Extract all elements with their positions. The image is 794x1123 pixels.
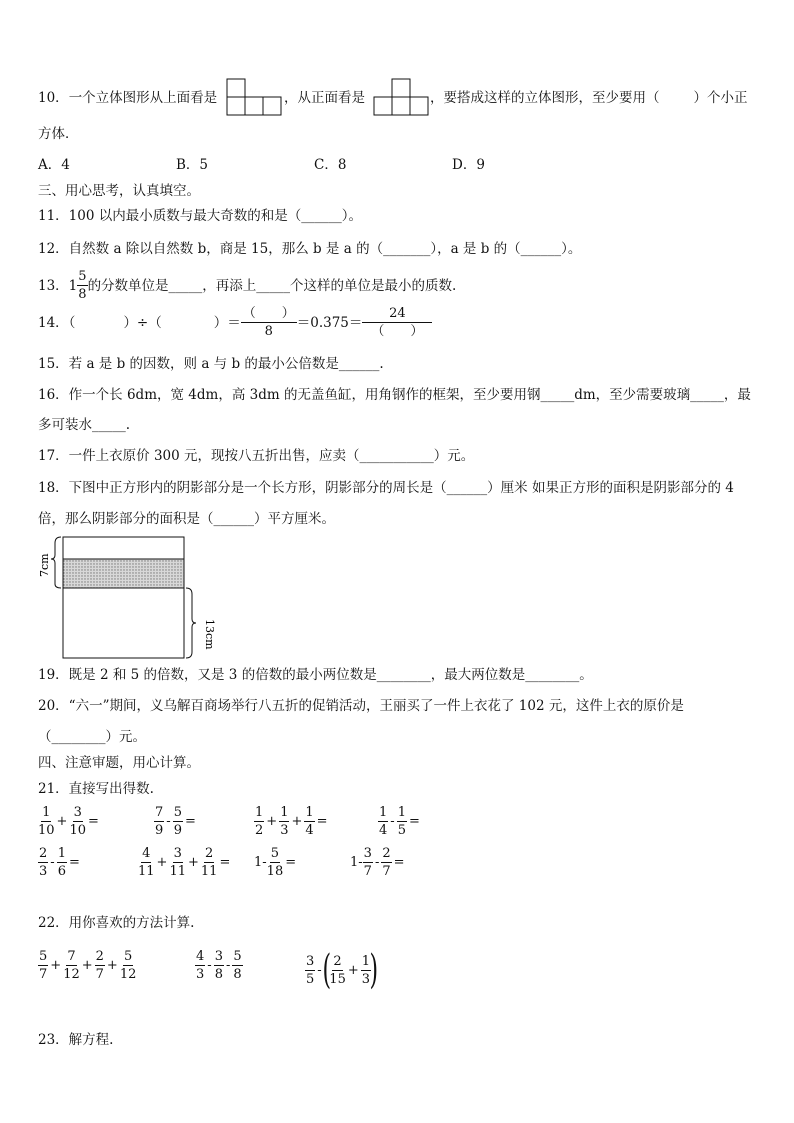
frac-num: 3 <box>363 846 372 861</box>
frac-den: 10 <box>69 823 86 838</box>
frac-den: 3 <box>196 967 205 982</box>
fraction <box>363 847 373 878</box>
q21-expr-1 <box>38 806 101 837</box>
operator: - <box>374 855 380 870</box>
q21-expr-7 <box>254 847 298 878</box>
frac-den: 12 <box>63 967 80 982</box>
q18-brace-13 <box>186 588 196 658</box>
fraction <box>169 847 186 878</box>
q21-expr-6 <box>138 847 232 878</box>
equals: = <box>88 814 99 829</box>
q14-num: 14．（ <box>38 314 76 331</box>
q14-div: ）÷（ <box>123 314 162 331</box>
frac-num: 3 <box>214 949 223 964</box>
q13-frac-den: 8 <box>78 287 87 302</box>
frac-num: 5 <box>39 949 48 964</box>
q14-fraction-1 <box>241 307 297 338</box>
frac-den: 3 <box>280 823 289 838</box>
q18-square <box>63 537 184 658</box>
fraction <box>173 806 183 837</box>
frac-num: 3 <box>73 805 82 820</box>
q10-num: 10． <box>38 90 69 106</box>
q14-mid: ＝0.375＝ <box>296 314 363 331</box>
operator: + <box>81 958 93 973</box>
frac-den: 7 <box>363 864 372 879</box>
q10-text-b: ，从正面看是 <box>284 90 365 106</box>
left-paren: ( <box>322 947 331 993</box>
fraction <box>304 806 314 837</box>
operator: - <box>207 958 212 973</box>
q10-line2: 方体． <box>38 126 79 142</box>
q16-line1: 16．作一个长 6dm，宽 4dm，高 3dm 的无盖鱼缸，用角钢作的框架，至少要用钢_____dm，至少需要玻璃_____，最 <box>38 387 751 403</box>
frac-num: 1 <box>280 805 289 820</box>
fraction <box>267 847 284 878</box>
frac-den: 3 <box>361 971 371 987</box>
frac-num: 2 <box>205 846 214 861</box>
frac-den: 18 <box>266 864 284 879</box>
q18-shaded-rect <box>63 559 184 588</box>
operator: - <box>317 962 322 978</box>
q21-expr-2 <box>154 806 198 837</box>
frac-num: 7 <box>67 949 76 964</box>
equals: = <box>184 814 196 829</box>
operator: - <box>225 958 231 973</box>
q10-option-c: C．8 <box>314 157 347 173</box>
q23-title: 23．解方程. <box>38 1032 114 1048</box>
q14-eq: ）＝ <box>213 314 241 331</box>
operator: - <box>166 814 171 829</box>
q10-option-d: D．9 <box>452 157 485 173</box>
frac-num: 1 <box>397 805 406 820</box>
frac-den: 2 <box>255 823 264 838</box>
equals: = <box>285 855 297 870</box>
fraction <box>378 806 388 837</box>
q22-title: 22．用你喜欢的方法计算. <box>38 915 195 931</box>
frac-den: 11 <box>169 864 186 879</box>
equals: = <box>219 855 231 870</box>
q14-f2-num: 24 <box>362 307 432 323</box>
operator: + <box>56 814 68 829</box>
frac-num: 1 <box>42 805 51 820</box>
q10-text-a: 一个立体图形从上面看是 <box>68 90 218 106</box>
frac-num: 2 <box>333 953 342 969</box>
frac-den: 3 <box>39 864 48 879</box>
q10-text-c-main: ，要搭成这样的立体图形，至少要用（ <box>430 90 660 106</box>
q20-line2: （________）元。 <box>38 729 146 745</box>
fraction <box>95 950 105 981</box>
fraction <box>63 950 80 981</box>
frac-den: 10 <box>38 823 55 838</box>
q12: 12．自然数 a 除以自然数 b，商是 15，那么 b 是 a 的（_______），a 是 b 的（______）。 <box>38 241 582 257</box>
fraction <box>329 955 346 986</box>
equals: = <box>393 855 405 870</box>
frac-den: 7 <box>95 967 104 982</box>
lead-term: 1- <box>254 855 267 870</box>
operator: + <box>266 814 278 829</box>
fraction <box>214 950 224 981</box>
frac-num: 1 <box>379 805 388 820</box>
frac-num: 3 <box>306 953 315 969</box>
q10-front-view-figure <box>373 78 429 116</box>
operator: - <box>390 814 395 829</box>
frac-num: 5 <box>123 949 133 964</box>
q19: 19．既是 2 和 5 的倍数，又是 3 的倍数的最小两位数是________，最大两位数是________。 <box>38 667 593 683</box>
frac-den: 4 <box>379 823 388 838</box>
frac-num: 5 <box>270 846 280 861</box>
q10-option-b: B．5 <box>176 157 209 173</box>
operator: + <box>106 958 118 973</box>
fraction <box>120 950 137 981</box>
frac-den: 4 <box>305 823 314 838</box>
q14 <box>38 307 432 338</box>
frac-den: 15 <box>329 971 346 987</box>
q18-line1: 18．下图中正方形内的阴影部分是一个长方形，阴影部分的周长是（______）厘米 如果正方形的面积是阴影部分的 4 <box>38 480 734 496</box>
frac-num: 2 <box>39 846 48 861</box>
q17: 17．一件上衣原价 300 元，现按八五折出售，应卖（___________）元。 <box>38 448 475 464</box>
q21-title: 21．直接写出得数. <box>38 781 154 797</box>
fraction <box>57 847 67 878</box>
q13 <box>38 270 456 301</box>
q21-expr-4 <box>378 806 422 837</box>
frac-den: 9 <box>173 823 182 838</box>
fraction <box>38 847 48 878</box>
frac-den: 5 <box>306 971 315 987</box>
operator: + <box>188 855 199 870</box>
frac-num: 1 <box>255 805 264 820</box>
fraction <box>154 806 164 837</box>
frac-den: 8 <box>233 967 242 982</box>
lead-term: 1- <box>350 855 363 870</box>
right-paren: ) <box>369 947 379 993</box>
frac-den: 6 <box>57 864 66 879</box>
section4-heading: 四、注意审题，用心计算。 <box>38 755 200 771</box>
frac-num: 1 <box>361 953 371 969</box>
frac-num: 4 <box>142 846 151 861</box>
q14-f1-num: （ ） <box>242 306 295 321</box>
q10-line1 <box>38 88 217 108</box>
frac-num: 1 <box>57 846 66 861</box>
q21-expr-3 <box>254 806 330 837</box>
frac-num: 7 <box>155 805 164 820</box>
frac-num: 5 <box>233 949 242 964</box>
q15: 15．若 a 是 b 的因数，则 a 与 b 的最小公倍数是______. <box>38 356 384 372</box>
equals: = <box>316 814 328 829</box>
q10-text-d: ）个小正 <box>693 90 748 106</box>
q18-line2: 倍，那么阴影部分的面积是（______）平方厘米。 <box>38 511 335 527</box>
q14-f2-den: （ ） <box>371 324 424 339</box>
frac-num: 3 <box>173 846 182 861</box>
fraction <box>69 806 86 837</box>
frac-num: 5 <box>173 805 182 820</box>
fraction <box>38 806 55 837</box>
q21-expr-8 <box>350 847 407 878</box>
q13-text: 的分数单位是_____，再添上_____个这样的单位是最小的质数. <box>87 277 457 294</box>
q22-expr-3 <box>305 947 379 993</box>
q22-expr-1 <box>38 950 136 981</box>
q10-option-a: A．4 <box>38 157 70 173</box>
fraction <box>305 955 315 986</box>
q10-top-view-figure <box>226 78 282 116</box>
q13-num: 13．1 <box>38 277 78 294</box>
q11: 11．100 以内最小质数与最大奇数的和是（______）。 <box>38 208 362 224</box>
fraction <box>279 806 289 837</box>
q16-line2: 多可装水_____. <box>38 417 131 433</box>
fraction <box>232 950 242 981</box>
q20-line1: 20．“六一”期间，义乌解百商场举行八五折的促销活动，王丽买了一件上衣花了 102 元，这件上衣的原价是 <box>38 698 684 714</box>
frac-num: 1 <box>305 805 314 820</box>
frac-den: 12 <box>119 967 137 982</box>
frac-den: 5 <box>397 823 406 838</box>
frac-num: 2 <box>95 949 104 964</box>
frac-den: 8 <box>214 967 223 982</box>
fraction <box>195 950 205 981</box>
fraction <box>254 806 264 837</box>
q18-square-figure <box>36 533 216 665</box>
operator: + <box>291 814 303 829</box>
operator: + <box>347 962 359 978</box>
q14-fraction-2 <box>362 307 432 338</box>
frac-den: 11 <box>200 864 218 879</box>
fraction <box>381 847 391 878</box>
section3-heading: 三、用心思考，认真填空。 <box>38 183 200 199</box>
frac-den: 7 <box>382 864 391 879</box>
operator: + <box>50 958 62 973</box>
q10-text-c <box>430 88 748 108</box>
q18-label-7cm: 7cm <box>38 553 51 577</box>
q13-frac-num: 5 <box>78 269 87 284</box>
fraction <box>38 950 48 981</box>
fraction <box>138 847 155 878</box>
q14-f1-den: 8 <box>264 324 273 339</box>
equals: = <box>408 814 420 829</box>
operator: + <box>156 855 168 870</box>
equals: = <box>68 855 80 870</box>
q18-label-13cm: 13cm <box>203 619 216 650</box>
frac-num: 2 <box>382 846 391 861</box>
fraction <box>201 847 218 878</box>
frac-den: 7 <box>39 967 48 982</box>
frac-den: 9 <box>155 823 164 838</box>
operator: - <box>50 855 55 870</box>
fraction <box>397 806 407 837</box>
q22-expr-2 <box>195 950 243 981</box>
q13-fraction <box>77 270 87 301</box>
frac-num: 4 <box>196 949 205 964</box>
frac-den: 11 <box>138 864 155 879</box>
q21-expr-5 <box>38 847 82 878</box>
q18-brace-7 <box>51 537 61 588</box>
